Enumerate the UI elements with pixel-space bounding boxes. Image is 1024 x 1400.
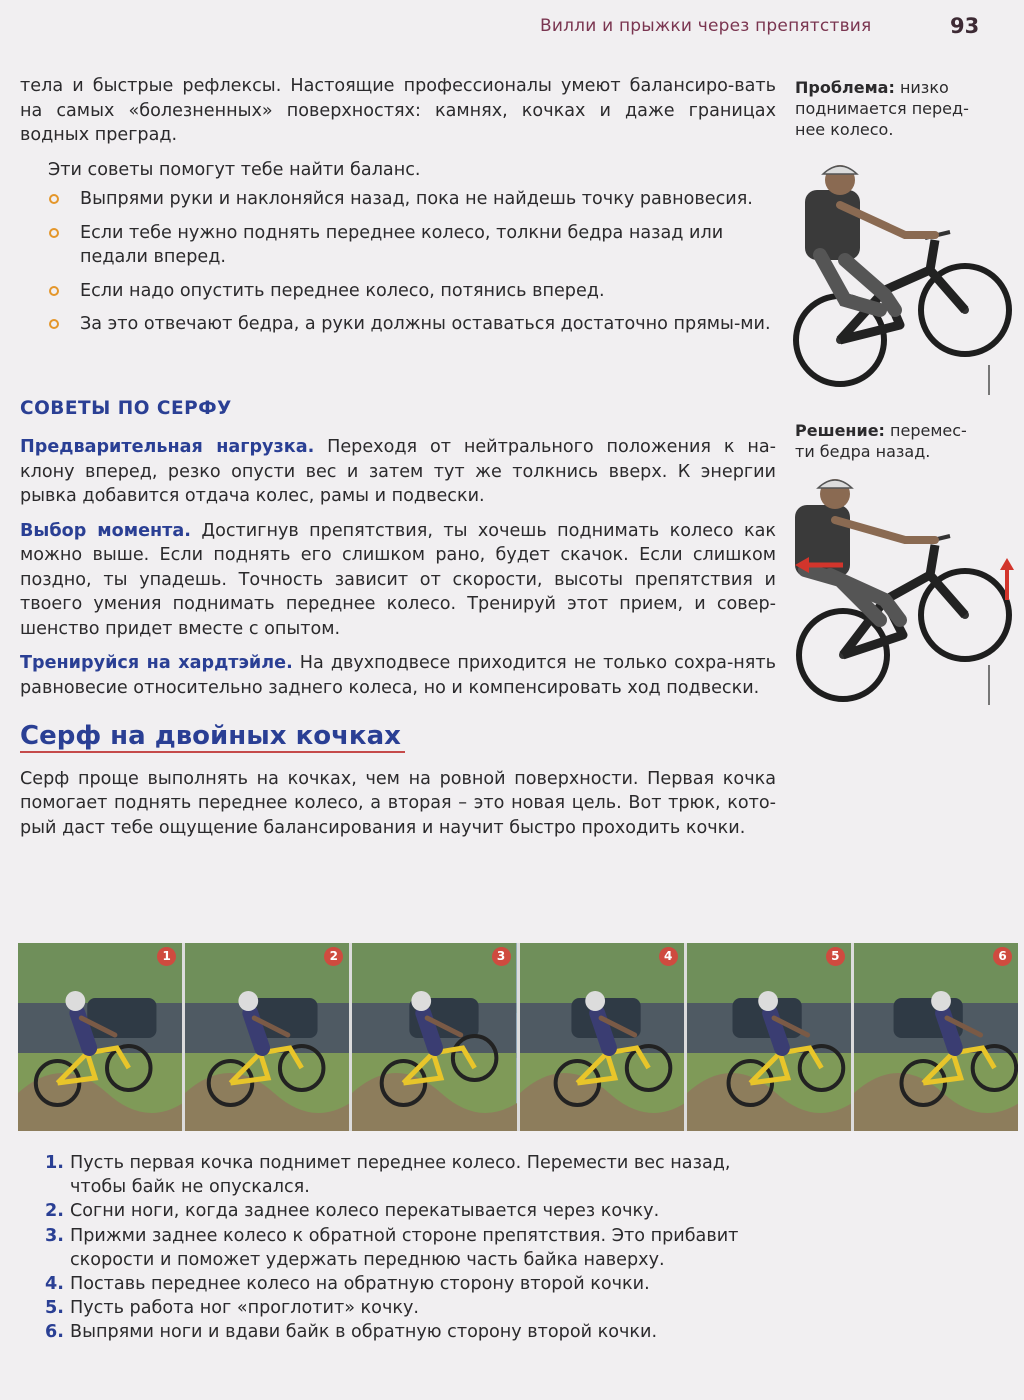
section-intro: Серф проще выполнять на кочках, чем на ровной поверхности. Первая кочка помогает поднять переднее колесо, а вторая – это новая цель. Вот трюк, кото-рый даст тебе ощущение балансирования и научит быстро проходить кочки. xyxy=(20,768,776,838)
balance-tips-list xyxy=(20,187,776,337)
bullet-dot xyxy=(49,286,59,296)
problem-rider-photo xyxy=(785,160,1020,395)
frame-number-badge: 3 xyxy=(492,947,511,966)
problem-caption: Проблема: низко поднимается перед-нее колесо. xyxy=(795,78,969,139)
frame-number-badge: 4 xyxy=(659,947,678,966)
frame-number-badge: 6 xyxy=(993,947,1012,966)
bullet-dot xyxy=(49,319,59,329)
intro-paragraph: тела и быстрые рефлексы. Настоящие профессионалы умеют балансиро-вать на самых «болезненных» поверхностях: камнях, кочках и даже границах водных преград. xyxy=(20,76,776,145)
tip-hardtail: Тренируйся на хардтэйле. На двухподвесе приходится не только сохра-нять равновесие относительно заднего колеса, но и компенсировать ход подвески. xyxy=(20,653,776,698)
step-number: 4. xyxy=(45,1274,64,1295)
bullet-dot xyxy=(49,228,59,238)
sequence-photo xyxy=(520,943,684,1131)
steps-list xyxy=(45,1151,780,1345)
step-item xyxy=(45,1296,780,1320)
bullet-dot xyxy=(49,194,59,204)
step-text: Прижми заднее колесо к обратной стороне препятствия. Это прибавит скорости и поможет удержать переднюю часть байка наверху. xyxy=(70,1225,739,1270)
sequence-photo xyxy=(185,943,349,1131)
step-item xyxy=(45,1151,780,1199)
photo-frame xyxy=(185,943,349,1131)
sequence-photo xyxy=(687,943,851,1131)
surf-tips-heading: СОВЕТЫ ПО СЕРФУ xyxy=(20,397,232,419)
step-item xyxy=(45,1224,780,1272)
step-number: 2. xyxy=(45,1201,64,1222)
solution-caption: Решение: перемес-ти бедра назад. xyxy=(795,421,967,461)
step-text: Выпрями ноги и вдави байк в обратную сторону второй кочки. xyxy=(70,1322,658,1343)
frame-number-badge: 2 xyxy=(324,947,343,966)
step-number: 3. xyxy=(45,1225,64,1246)
intro-lead: Эти советы помогут тебе найти баланс. xyxy=(48,159,421,180)
step-text: Согни ноги, когда заднее колесо перекатывается через кочку. xyxy=(70,1201,660,1222)
solution-rider-photo xyxy=(785,470,1020,705)
sequence-photo xyxy=(352,943,516,1131)
main-column xyxy=(20,74,776,840)
photo-frame xyxy=(520,943,684,1131)
photo-sequence xyxy=(18,943,1018,1131)
step-text: Пусть первая кочка поднимет переднее колесо. Перемести вес назад, чтобы байк не опускался. xyxy=(70,1153,731,1198)
photo-frame xyxy=(352,943,516,1131)
photo-frame xyxy=(18,943,182,1131)
step-item xyxy=(45,1199,780,1223)
sequence-photo xyxy=(854,943,1018,1131)
photo-frame xyxy=(854,943,1018,1131)
list-item: Выпрями руки и наклоняйся назад, пока не найдешь точку равновесия. xyxy=(20,187,776,212)
tip-timing: Выбор момента. Достигнув препятствия, ты хочешь поднимать колесо как можно выше. Если поднять его слишком рано, будет скачок. Если слишком поздно, ты упадешь. Точность зависит от скорости, высоты препятствия и твоего умения поднимать переднее колесо. Тренируй этот прием, и совер-шенство придет вместе с опытом. xyxy=(20,520,776,639)
list-item: За это отвечают бедра, а руки должны оставаться достаточно прямы-ми. xyxy=(20,312,776,337)
step-number: 1. xyxy=(45,1153,64,1173)
sequence-photo xyxy=(18,943,182,1131)
running-header: Вилли и прыжки через препятствия xyxy=(540,16,872,36)
step-text: Пусть работа ног «проглотит» кочку. xyxy=(70,1298,419,1319)
list-item: Если тебе нужно поднять переднее колесо, толкни бедра назад или педали вперед. xyxy=(20,221,776,270)
section-heading: Серф на двойных кочках xyxy=(20,724,405,753)
tip-preload: Предварительная нагрузка. Переходя от нейтрального положения к на-клону вперед, резко опусти вес и затем тут же толкнись вверх. К энергии рывка добавится отдача колес, рамы и подвески. xyxy=(20,437,777,506)
step-number: 5. xyxy=(45,1298,64,1319)
step-number: 6. xyxy=(45,1322,64,1343)
step-item xyxy=(45,1320,780,1344)
step-text: Поставь переднее колесо на обратную сторону второй кочки. xyxy=(70,1274,650,1295)
step-item xyxy=(45,1272,780,1296)
page-number: 93 xyxy=(950,14,980,38)
photo-frame xyxy=(687,943,851,1131)
frame-number-badge: 1 xyxy=(157,947,176,966)
frame-number-badge: 5 xyxy=(826,947,845,966)
list-item: Если надо опустить переднее колесо, потянись вперед. xyxy=(20,279,776,304)
